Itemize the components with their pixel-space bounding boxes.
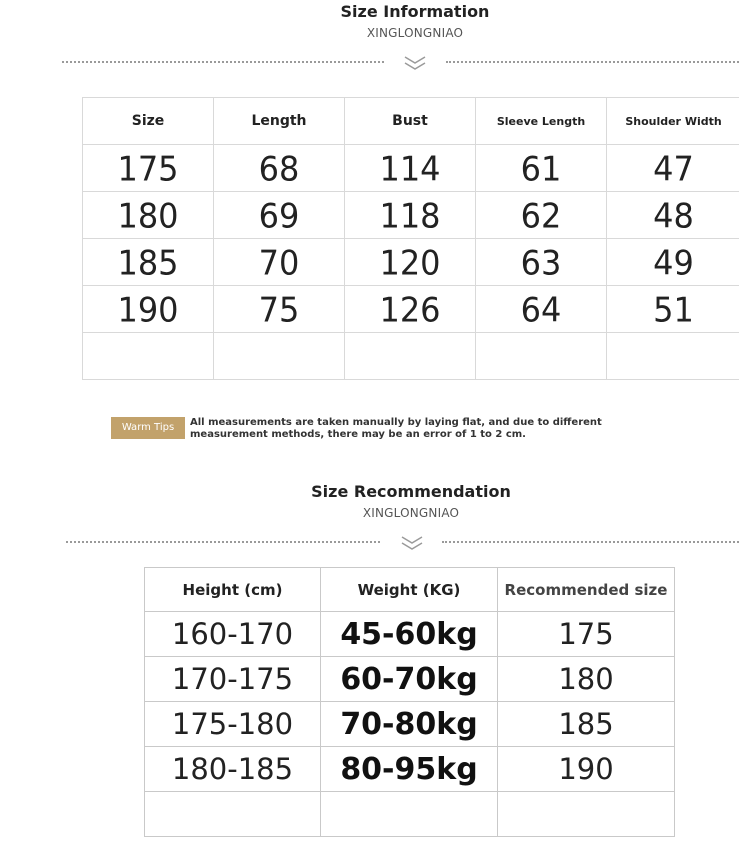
table-cell <box>83 331 214 380</box>
table-cell: 180-185 <box>145 747 321 792</box>
divider-right <box>446 61 739 63</box>
chevron-down-double-icon <box>400 535 424 551</box>
column-header-recommended-size: Recommended size <box>498 568 675 612</box>
table-cell <box>345 331 476 380</box>
table-cell <box>607 331 739 380</box>
size-info-brand: XINGLONGNIAO <box>366 26 464 40</box>
table-row <box>83 192 739 239</box>
table-header-row <box>83 98 739 145</box>
table-header-row <box>145 568 675 612</box>
divider-left <box>62 61 384 63</box>
table-cell: 120 <box>345 237 476 286</box>
table-cell: 49 <box>607 237 739 286</box>
table-cell: 114 <box>345 143 476 192</box>
table-cell: 185 <box>83 237 214 286</box>
table-cell <box>214 331 345 380</box>
table-cell: 160-170 <box>145 612 321 657</box>
table-row <box>83 239 739 286</box>
table-cell: 80-95kg <box>321 747 498 792</box>
table-cell: 69 <box>214 190 345 239</box>
chevron-down-double-icon <box>403 55 427 71</box>
table-cell: 60-70kg <box>321 657 498 702</box>
table-row <box>83 333 739 380</box>
table-row <box>145 657 675 702</box>
table-cell: 175-180 <box>145 702 321 747</box>
table-cell: 126 <box>345 284 476 333</box>
column-header-bust: Bust <box>345 98 476 145</box>
table-cell: 68 <box>214 143 345 192</box>
column-header-shoulder-width: Shoulder Width <box>607 98 739 145</box>
table-cell: 48 <box>607 190 739 239</box>
size-rec-title: Size Recommendation <box>311 482 511 501</box>
table-cell: 170-175 <box>145 657 321 702</box>
size-recommendation-table <box>144 567 675 837</box>
table-cell: 63 <box>476 237 607 286</box>
table-row <box>145 702 675 747</box>
size-info-title: Size Information <box>340 2 490 21</box>
table-cell: 175 <box>83 143 214 192</box>
divider-left <box>66 541 380 543</box>
warm-tips-badge: Warm Tips <box>111 417 185 439</box>
column-header-length: Length <box>214 98 345 145</box>
column-header-sleeve-length: Sleeve Length <box>476 98 607 145</box>
table-row <box>145 792 675 837</box>
warm-tips-text <box>190 417 610 441</box>
table-cell: 70 <box>214 237 345 286</box>
divider-right <box>442 541 739 543</box>
table-cell: 185 <box>498 702 675 747</box>
table-cell: 61 <box>476 143 607 192</box>
warm-tips-line-1: All measurements are taken manually by laying flat, and due to different <box>190 417 602 428</box>
table-cell: 62 <box>476 190 607 239</box>
table-cell: 180 <box>498 657 675 702</box>
table-cell <box>476 331 607 380</box>
table-cell: 47 <box>607 143 739 192</box>
table-cell: 180 <box>83 190 214 239</box>
table-cell: 70-80kg <box>321 702 498 747</box>
size-info-table <box>82 97 739 380</box>
column-header-size: Size <box>83 98 214 145</box>
table-cell: 190 <box>498 747 675 792</box>
table-cell: 64 <box>476 284 607 333</box>
table-cell: 45-60kg <box>321 612 498 657</box>
table-row <box>145 747 675 792</box>
table-cell: 190 <box>83 284 214 333</box>
table-cell: 75 <box>214 284 345 333</box>
size-rec-brand: XINGLONGNIAO <box>362 506 460 520</box>
table-cell: 175 <box>498 612 675 657</box>
table-row <box>83 286 739 333</box>
table-cell <box>145 792 321 837</box>
table-cell: 118 <box>345 190 476 239</box>
table-row <box>83 145 739 192</box>
column-header-weight: Weight (KG) <box>321 568 498 612</box>
column-header-height: Height (cm) <box>145 568 321 612</box>
table-cell <box>498 792 675 837</box>
table-cell <box>321 792 498 837</box>
table-cell: 51 <box>607 284 739 333</box>
warm-tips-line-2: measurement methods, there may be an error of 1 to 2 cm. <box>190 429 526 440</box>
table-row <box>145 612 675 657</box>
